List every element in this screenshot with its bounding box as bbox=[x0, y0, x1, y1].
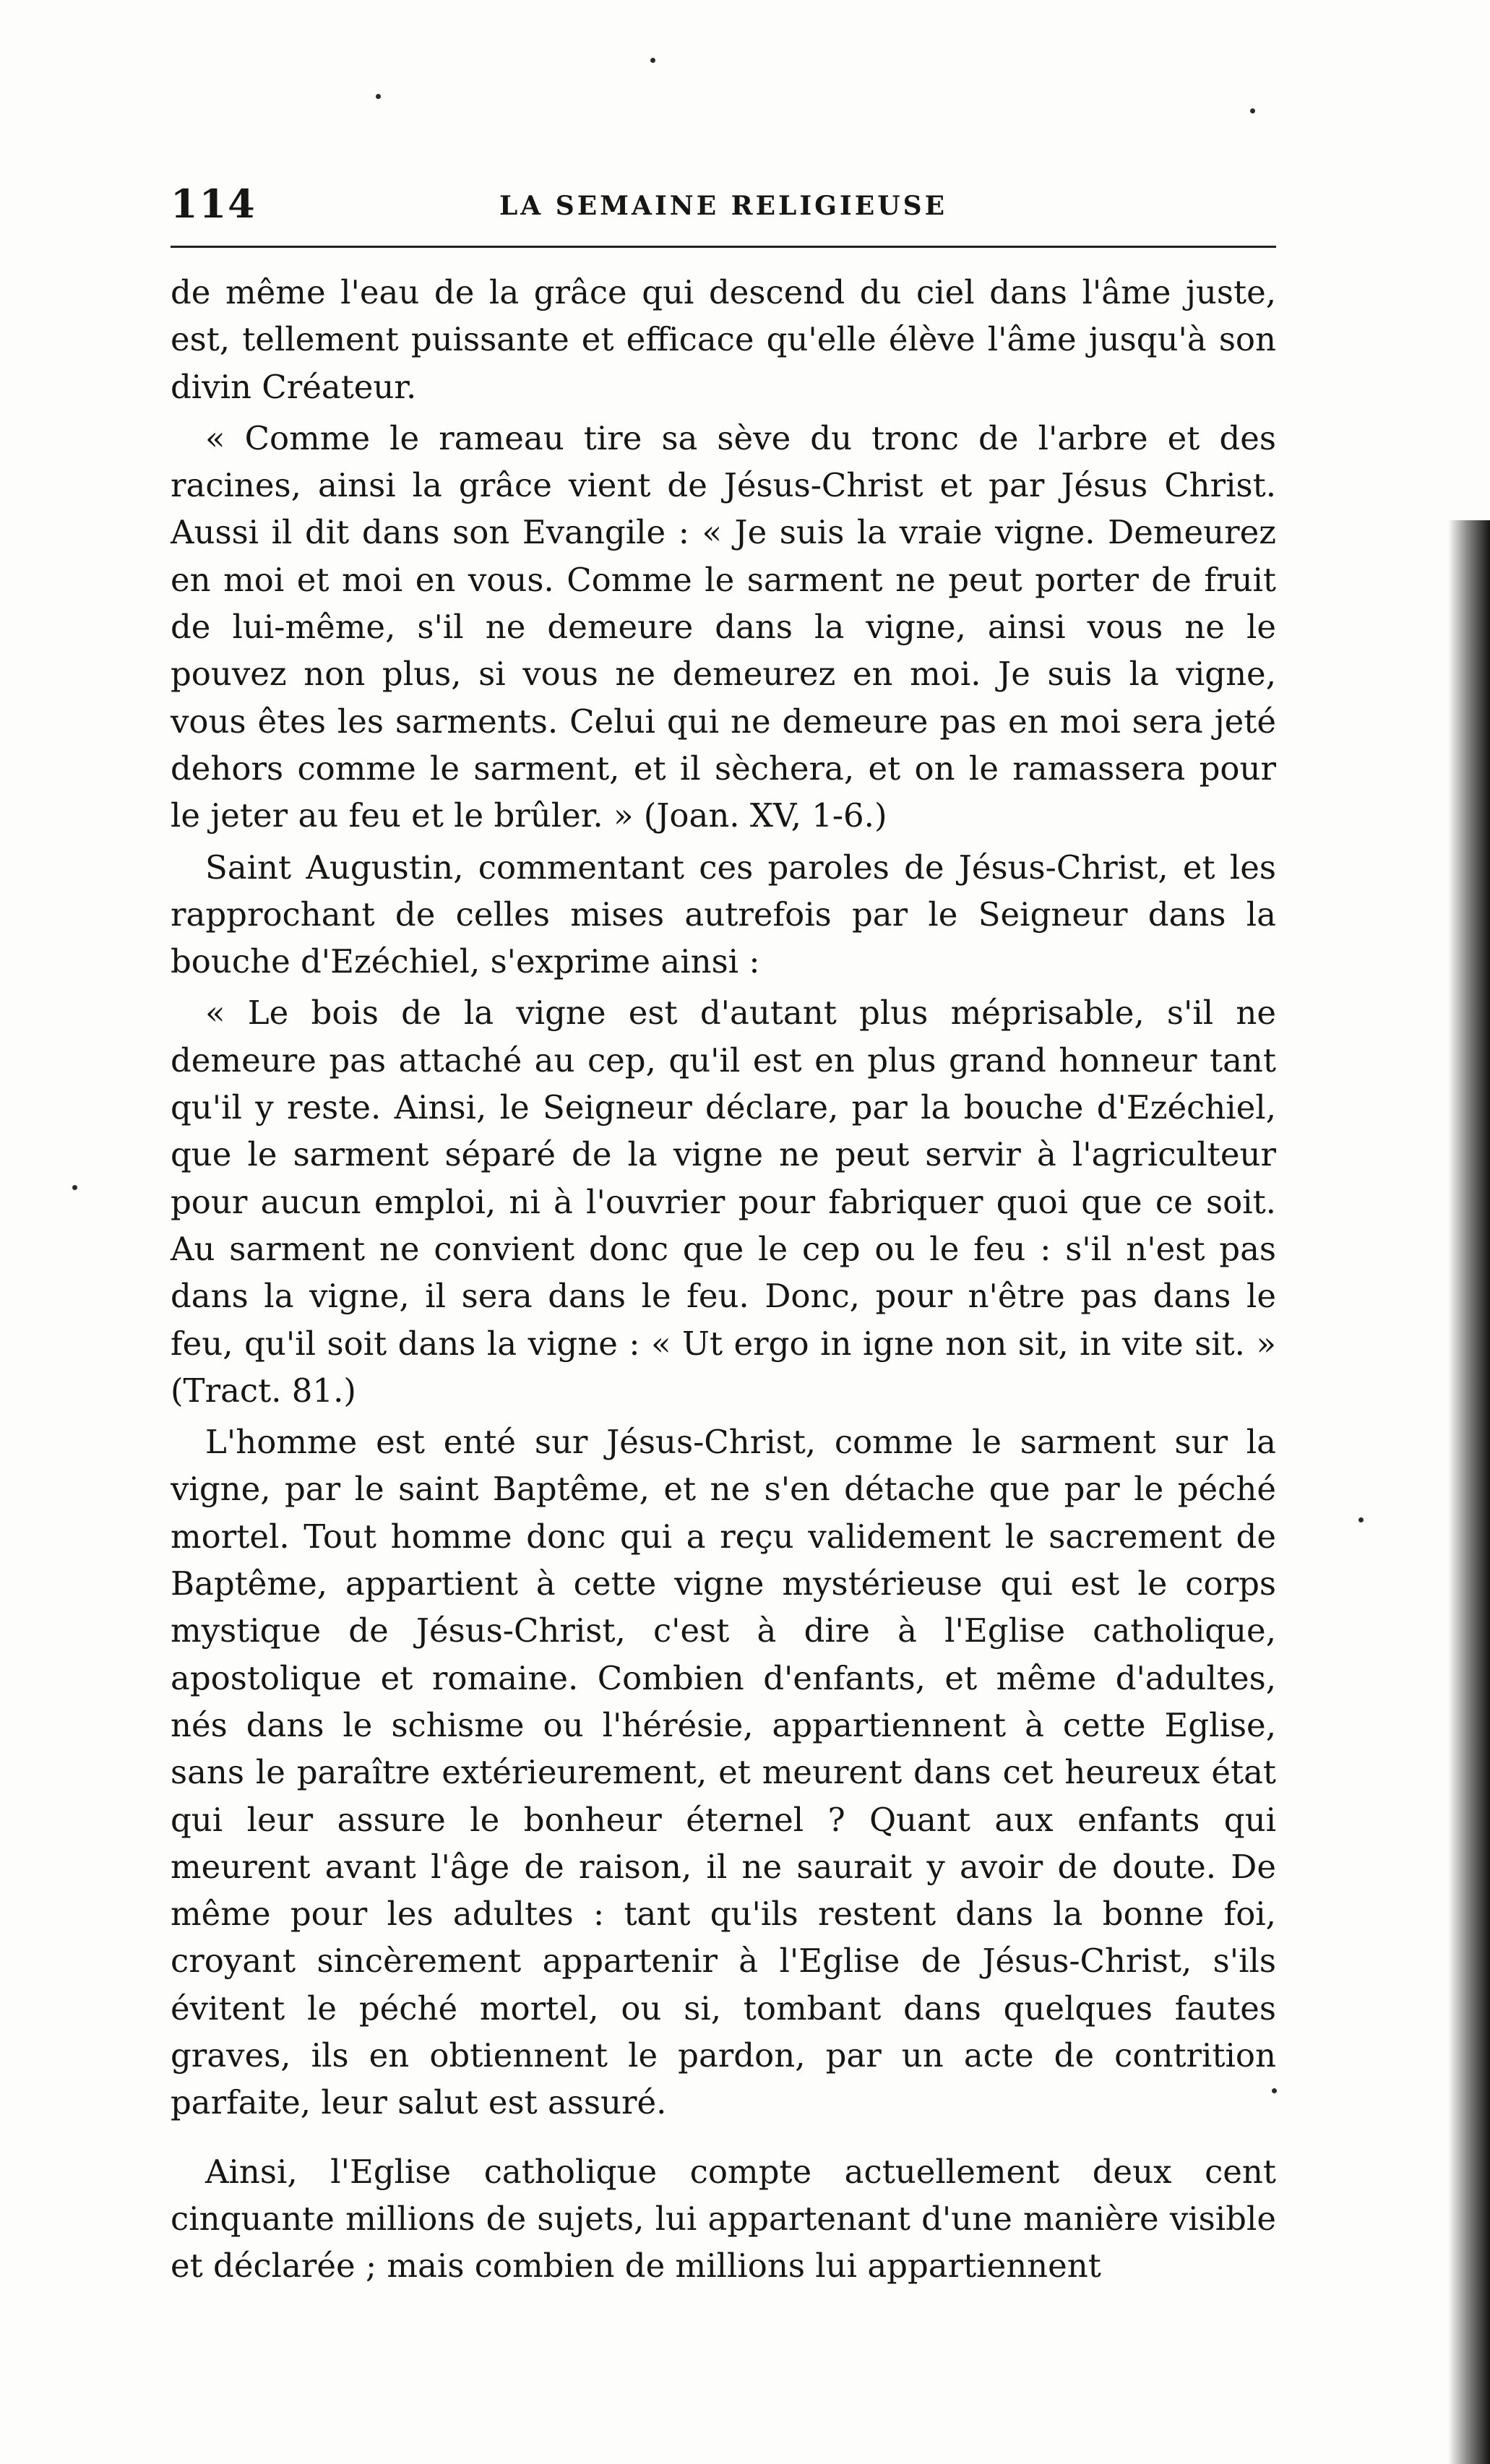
page-header bbox=[171, 181, 1276, 231]
paragraph: « Le bois de la vigne est d'autant plus méprisable, s'il ne demeure pas attaché au cep, qu'il est en plus grand honneur tant qu'il y reste. Ainsi, le Seigneur déclare, par la bouche d'Ezéchiel, que le sarment séparé de la vigne ne peut servir à l'agriculteur pour aucun emploi, ni à l'ouvrier pour fabriquer quoi que ce soit. Au sarment ne convient donc que le cep ou le feu : s'il n'est pas dans la vigne, il sera dans le feu. Donc, pour n'être pas dans le feu, qu'il soit dans la vigne : « Ut ergo in igne non sit, in vite sit. » (Tract. 81.) bbox=[171, 994, 1276, 1410]
paragraph: Ainsi, l'Eglise catholique compte actuellement deux cent cinquante millions de sujets, lui appartenant d'une manière visible et déclarée ; mais combien de millions lui appartiennent bbox=[171, 2152, 1276, 2286]
paragraph: L'homme est enté sur Jésus-Christ, comme le sarment sur la vigne, par le saint Baptême, et ne s'en détache que par le péché mortel. Tout homme donc qui a reçu validement le sacrement de Baptême, appartient à cette vigne mystérieuse qui est le corps mystique de Jésus-Christ, c'est à dire à l'Eglise catholique, apostolique et romaine. Combien d'enfants, et même d'adultes, nés dans le schisme ou l'hérésie, appartiennent à cette Eglise, sans le paraître extérieurement, et meurent dans cet heureux état qui leur assure le bonheur éternel ? Quant aux enfants qui meurent avant l'âge de raison, il ne saurait y avoir de doute. De même pour les adultes : tant qu'ils restent dans la bonne foi, croyant sincèrement appartenir à l'Eglise de Jésus-Christ, s'ils évitent le péché mortel, ou si, tombant dans quelques fautes graves, ils en obtiennent le pardon, par un acte de contrition parfaite, leur salut est assuré. bbox=[171, 1423, 1276, 2122]
paragraph: de même l'eau de la grâce qui descend du ciel dans l'âme juste, est, tellement puissante et efficace qu'elle élève l'âme jusqu'à son divin Créateur. bbox=[171, 273, 1276, 406]
page-number: 114 bbox=[171, 181, 257, 227]
scan-speck bbox=[376, 94, 381, 99]
header-divider bbox=[171, 246, 1276, 248]
scan-speck bbox=[650, 58, 655, 63]
scan-edge-shadow bbox=[1448, 520, 1490, 2464]
paragraph: « Comme le rameau tire sa sève du tronc de l'arbre et des racines, ainsi la grâce vient de Jésus-Christ et par Jésus Christ. Aussi il dit dans son Evangile : « Je suis la vraie vigne. Demeurez en moi et moi en vous. Comme le sarment ne peut porter de fruit de lui-même, s'il ne demeure dans la vigne, ainsi vous ne le pouvez non plus, si vous ne demeurez en moi. Je suis la vigne, vous êtes les sarments. Celui qui ne demeure pas en moi sera jeté dehors comme le sarment, et il sèchera, et on le ramassera pour le jeter au feu et le brûler. » (Joan. XV, 1-6.) bbox=[171, 418, 1276, 835]
scan-speck bbox=[1250, 108, 1255, 113]
paragraph: Saint Augustin, commentant ces paroles de Jésus-Christ, et les rapprochant de celles mises autrefois par le Seigneur dans la bouche d'Ezéchiel, s'exprime ainsi : bbox=[171, 848, 1276, 981]
scan-speck bbox=[1272, 2088, 1277, 2093]
scan-speck bbox=[1358, 1517, 1364, 1522]
running-title: LA SEMAINE RELIGIEUSE bbox=[499, 191, 948, 221]
body-text bbox=[171, 269, 1276, 2289]
scan-speck bbox=[72, 1185, 77, 1190]
